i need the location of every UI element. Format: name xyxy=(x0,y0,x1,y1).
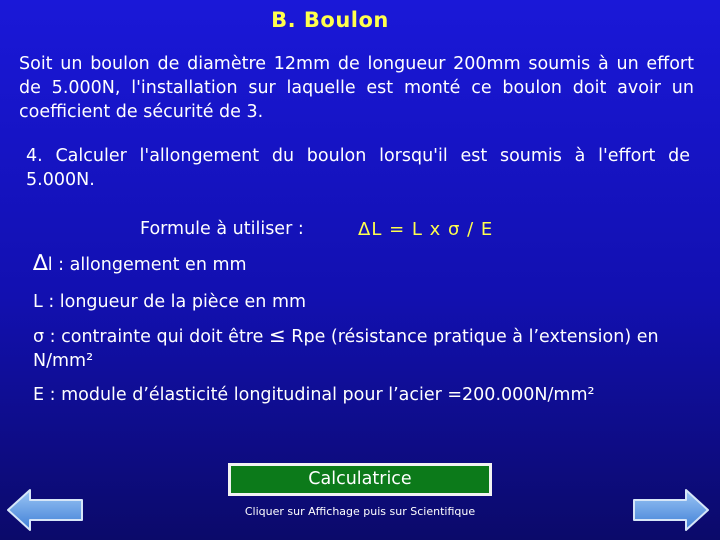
question-text: 4. Calculer l'allongement du boulon lorsqu'il est soumis à l'effort de 5.000N. xyxy=(26,146,690,190)
sigma-prefix: σ : contrainte qui doit être xyxy=(33,327,264,347)
arrow-left-icon xyxy=(6,488,84,532)
calculator-button[interactable] xyxy=(228,463,492,496)
delta-definition: l : allongement en mm xyxy=(47,255,247,275)
delta-symbol: ∆ xyxy=(33,251,48,276)
definition-sigma xyxy=(33,323,693,373)
previous-slide-button[interactable] xyxy=(6,488,84,532)
calculator-hint: Cliquer sur Affichage puis sur Scientifique xyxy=(244,505,476,518)
problem-statement: Soit un boulon de diamètre 12mm de longueur 200mm soumis à un effort de 5.000N, l'installation sur laquelle est monté ce boulon doit avoir un coefficient de sécurité de 3. xyxy=(19,54,694,122)
definition-length: L : longueur de la pièce en mm xyxy=(33,292,307,312)
calculator-button-label: Calculatrice xyxy=(308,469,412,489)
sigma-suffix: Rpe (résistance pratique à l’extension) en N/mm² xyxy=(33,327,659,371)
leq-symbol: ≤ xyxy=(268,323,286,347)
formula-expression: ΔL = L x σ / E xyxy=(358,219,494,240)
slide-title-text: B. Boulon xyxy=(271,8,389,32)
slide-title xyxy=(0,8,720,32)
arrow-right-icon xyxy=(632,488,710,532)
next-slide-button[interactable] xyxy=(632,488,710,532)
definition-modulus: E : module d’élasticité longitudinal pour l’acier =200.000N/mm² xyxy=(33,385,595,405)
definition-delta xyxy=(33,252,693,277)
formula-label: Formule à utiliser : xyxy=(140,219,304,239)
